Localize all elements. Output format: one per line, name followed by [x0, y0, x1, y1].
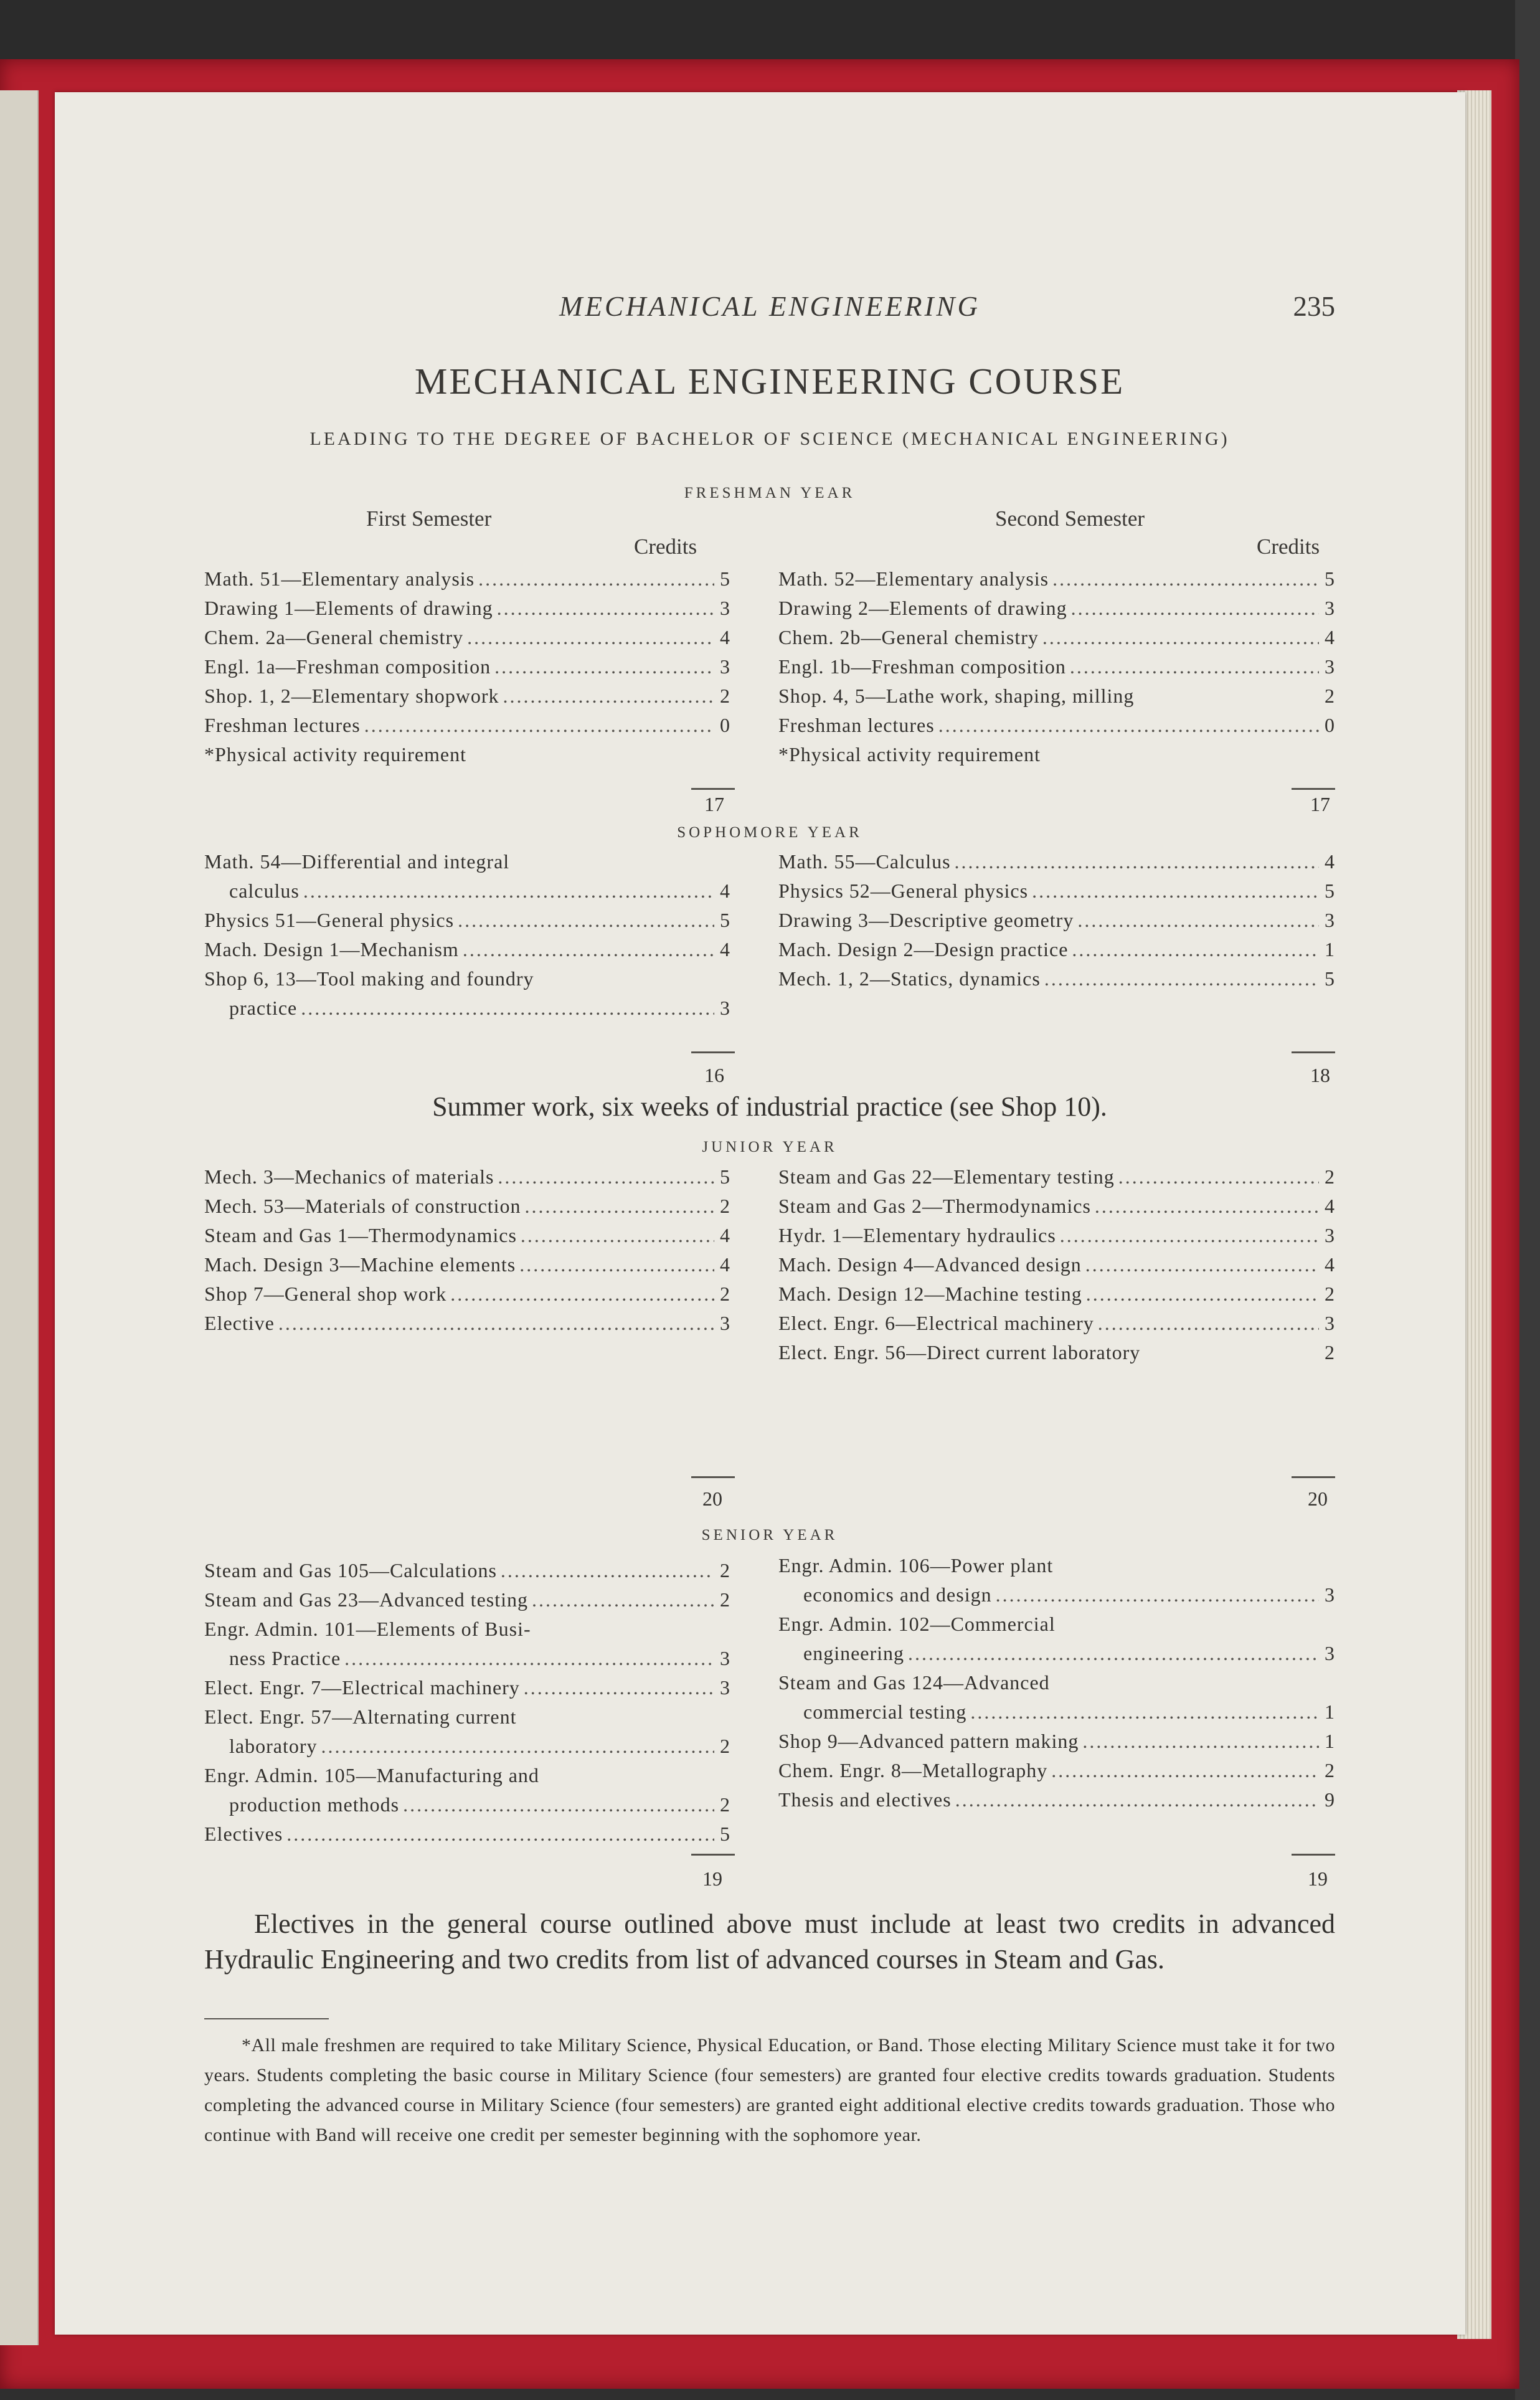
footnote-rule — [204, 2018, 329, 2019]
senior-first-semester — [204, 1556, 730, 1849]
book-page — [55, 92, 1465, 2335]
course-row: *Physical activity requirement — [204, 743, 466, 766]
course-row: Freshman lectures ..... 0 — [204, 711, 730, 740]
second-semester-header: Second Semester — [995, 506, 1145, 531]
course-row: Elect. Engr. 6—Electrical machinery ..... 3 — [778, 1309, 1335, 1338]
sophomore-first-semester — [204, 847, 730, 1023]
course-row: Math. 54—Differential and integral — [204, 850, 510, 873]
course-row: practice ..... 3 — [204, 994, 730, 1023]
sophomore-second-semester — [778, 847, 1335, 994]
course-row: Thesis and electives ..... 9 — [778, 1785, 1335, 1814]
course-row: Drawing 3—Descriptive geometry ..... 3 — [778, 906, 1335, 935]
course-row: Steam and Gas 1—Thermodynamics ..... 4 — [204, 1221, 730, 1250]
running-head — [204, 290, 1335, 334]
course-row: Drawing 2—Elements of drawing ..... 3 — [778, 594, 1335, 623]
course-row: Drawing 1—Elements of drawing ..... 3 — [204, 594, 730, 623]
course-row: Steam and Gas 105—Calculations ..... 2 — [204, 1556, 730, 1585]
course-row: Engr. Admin. 106—Power plant — [778, 1554, 1054, 1577]
junior-right-total: 20 — [1308, 1487, 1328, 1510]
credits-header-right: Credits — [1257, 534, 1320, 559]
course-row: Chem. 2a—General chemistry ..... 4 — [204, 623, 730, 652]
course-row: Mach. Design 4—Advanced design ..... 4 — [778, 1250, 1335, 1279]
senior-second-semester — [778, 1551, 1335, 1814]
course-row: *Physical activity requirement — [778, 743, 1041, 766]
course-row: Shop. 4, 5—Lathe work, shaping, milling 2 — [778, 685, 1335, 707]
course-row: Physics 51—General physics ..... 5 — [204, 906, 730, 935]
previous-page-edge — [0, 90, 39, 2345]
course-row: economics and design ..... 3 — [778, 1580, 1335, 1610]
course-row: Freshman lectures ..... 0 — [778, 711, 1335, 740]
credits-header-left: Credits — [634, 534, 697, 559]
footnote: *All male freshmen are required to take Military Science, Physical Education, or Band. Those electing Military Science must take it for two years. Students completing the basic course in Military Science (four semesters) are granted four elective credits towards graduation. Students completing the advanced course in Military Science (four semesters) are granted eight additional elective credits towards graduation. Those who continue with Band will receive one credit per semester beginning with the sophomore year. — [204, 2035, 1335, 2145]
course-row: Math. 55—Calculus ..... 4 — [778, 847, 1335, 876]
course-row: Electives ..... 5 — [204, 1819, 730, 1849]
course-subtitle: LEADING TO THE DEGREE OF BACHELOR OF SCIENCE (MECHANICAL ENGINEERING) — [309, 429, 1230, 449]
course-row: Mach. Design 2—Design practice ..... 1 — [778, 935, 1335, 964]
junior-first-semester — [204, 1162, 730, 1338]
summer-work-note: Summer work, six weeks of industrial practice (see Shop 10). — [432, 1091, 1107, 1122]
course-row: laboratory ..... 2 — [204, 1732, 730, 1761]
junior-second-semester — [778, 1162, 1335, 1367]
total-rule — [1292, 1854, 1335, 1856]
freshman-first-semester — [204, 564, 730, 769]
course-row: Engr. Admin. 105—Manufacturing and — [204, 1764, 539, 1786]
freshman-right-total: 17 — [1310, 793, 1330, 815]
total-rule — [691, 1051, 735, 1053]
course-row: production methods ..... 2 — [204, 1790, 730, 1819]
total-rule — [691, 1854, 735, 1856]
freshman-second-semester — [778, 564, 1335, 769]
senior-year-label: SENIOR YEAR — [701, 1527, 838, 1544]
course-row: Engl. 1b—Freshman composition ..... 3 — [778, 652, 1335, 681]
course-row: Shop 6, 13—Tool making and foundry — [204, 967, 534, 990]
course-row: Shop. 1, 2—Elementary shopwork ..... 2 — [204, 681, 730, 711]
course-row: Mech. 53—Materials of construction ..... 2 — [204, 1192, 730, 1221]
course-row: Shop 9—Advanced pattern making ..... 1 — [778, 1727, 1335, 1756]
course-row: Shop 7—General shop work ..... 2 — [204, 1279, 730, 1309]
senior-left-total: 19 — [702, 1867, 722, 1890]
total-rule — [1292, 1476, 1335, 1478]
course-row: Steam and Gas 23—Advanced testing ..... 2 — [204, 1585, 730, 1615]
course-row: Engr. Admin. 102—Commercial — [778, 1613, 1056, 1635]
course-row: Engr. Admin. 101—Elements of Busi- — [204, 1618, 531, 1640]
total-rule — [1292, 788, 1335, 790]
sophomore-right-total: 18 — [1310, 1064, 1330, 1086]
electives-note: Electives in the general course outlined above must include at least two credits in advanced Hydraulic Engineering and two credits from list of advanced courses in Steam and Gas. — [204, 1909, 1335, 1975]
running-head-title: MECHANICAL ENGINEERING — [559, 291, 980, 322]
course-row: commercial testing ..... 1 — [778, 1697, 1335, 1727]
course-row: Mach. Design 12—Machine testing ..... 2 — [778, 1279, 1335, 1309]
course-row: Math. 52—Elementary analysis ..... 5 — [778, 564, 1335, 594]
freshman-year-label: FRESHMAN YEAR — [684, 485, 856, 501]
course-row: Engl. 1a—Freshman composition ..... 3 — [204, 652, 730, 681]
course-row: Elective ..... 3 — [204, 1309, 730, 1338]
page-number: 235 — [1293, 291, 1335, 322]
course-row: Hydr. 1—Elementary hydraulics ..... 3 — [778, 1221, 1335, 1250]
course-row: Elect. Engr. 56—Direct current laboratory 2 — [778, 1341, 1335, 1364]
freshman-left-total: 17 — [704, 793, 724, 815]
junior-year-label: JUNIOR YEAR — [702, 1139, 838, 1155]
course-row: Steam and Gas 2—Thermodynamics ..... 4 — [778, 1192, 1335, 1221]
course-row: Physics 52—General physics ..... 5 — [778, 876, 1335, 906]
total-rule — [691, 788, 735, 790]
course-row: Mech. 3—Mechanics of materials ..... 5 — [204, 1162, 730, 1192]
first-semester-header: First Semester — [366, 506, 492, 531]
course-title: MECHANICAL ENGINEERING COURSE — [414, 361, 1125, 402]
sophomore-year-label: SOPHOMORE YEAR — [677, 824, 862, 841]
scan-background — [0, 0, 1540, 62]
senior-right-total: 19 — [1308, 1867, 1328, 1890]
course-row: Mach. Design 3—Machine elements ..... 4 — [204, 1250, 730, 1279]
course-row: Mach. Design 1—Mechanism ..... 4 — [204, 935, 730, 964]
course-row: Math. 51—Elementary analysis ..... 5 — [204, 564, 730, 594]
course-row: Chem. 2b—General chemistry ..... 4 — [778, 623, 1335, 652]
total-rule — [1292, 1051, 1335, 1053]
course-row: engineering ..... 3 — [778, 1639, 1335, 1668]
course-row: Chem. Engr. 8—Metallography ..... 2 — [778, 1756, 1335, 1785]
course-row: Steam and Gas 124—Advanced — [778, 1671, 1050, 1694]
total-rule — [691, 1476, 735, 1478]
sophomore-left-total: 16 — [704, 1064, 724, 1086]
course-row: Elect. Engr. 57—Alternating current — [204, 1705, 517, 1728]
course-row: Mech. 1, 2—Statics, dynamics ..... 5 — [778, 964, 1335, 994]
course-row: calculus ..... 4 — [204, 876, 730, 906]
course-row: Elect. Engr. 7—Electrical machinery ..... 3 — [204, 1673, 730, 1702]
course-row: Steam and Gas 22—Elementary testing ..... 2 — [778, 1162, 1335, 1192]
course-row: ness Practice ..... 3 — [204, 1644, 730, 1673]
junior-left-total: 20 — [702, 1487, 722, 1510]
